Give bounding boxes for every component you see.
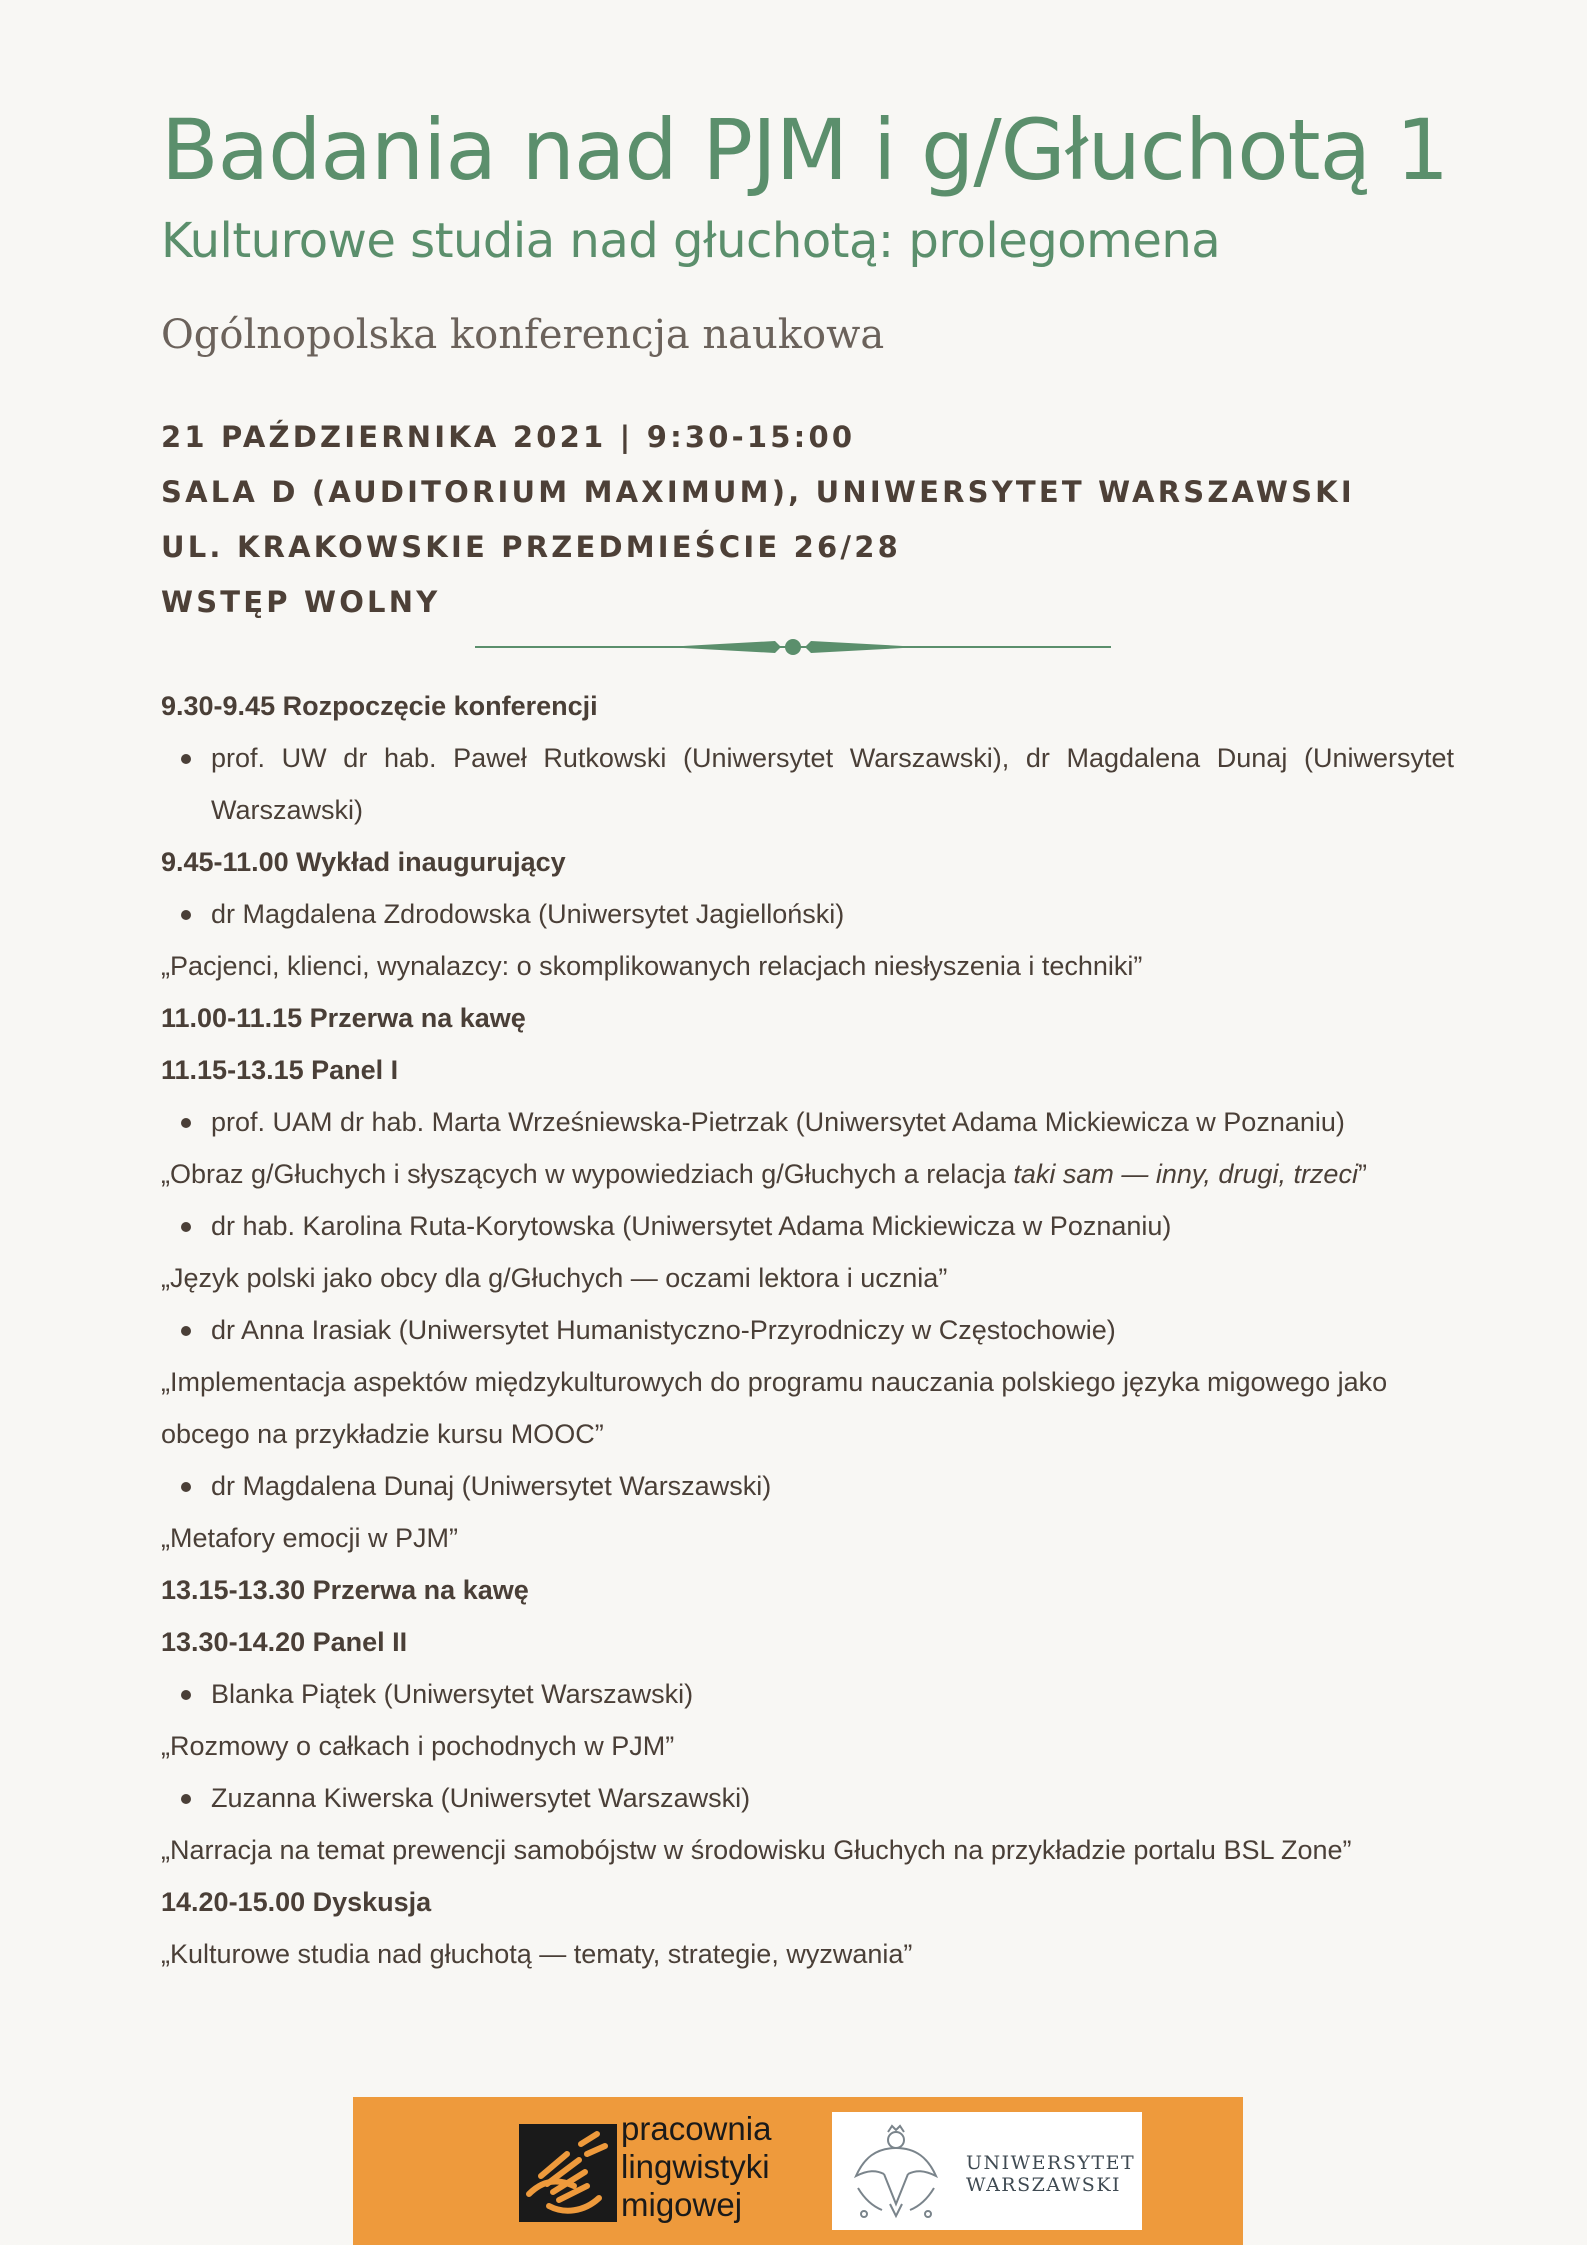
speaker-item: dr Magdalena Dunaj (Uniwersytet Warszawski) — [161, 1460, 1454, 1512]
talk-title: „Metafory emocji w PJM” — [161, 1523, 459, 1553]
signing-hands-icon — [519, 2124, 617, 2222]
uw-logo-line: UNIWERSYTET — [966, 2152, 1136, 2174]
speaker-item: prof. UAM dr hab. Marta Wrześniewska-Pietrzak (Uniwersytet Adama Mickiewicza w Poznaniu) — [161, 1096, 1454, 1148]
talk-title-part: ” — [1357, 1159, 1367, 1189]
talk-title-italic: taki sam — inny, drugi, trzeci — [1013, 1159, 1358, 1189]
speaker-item: dr hab. Karolina Ruta-Korytowska (Uniwersytet Adama Mickiewicza w Poznaniu) — [161, 1200, 1454, 1252]
schedule-heading: 13.30-14.20 Panel II — [161, 1627, 408, 1657]
talk-title: „Narracja na temat prewencji samobójstw w środowisku Głuchych na przykładzie portalu BSL Zone” — [161, 1835, 1352, 1865]
schedule-heading: 11.00-11.15 Przerwa na kawę — [161, 1003, 526, 1033]
plm-logo-line: pracownia — [621, 2110, 772, 2147]
uniwersytet-warszawski-logo — [832, 2112, 1142, 2230]
event-venue: SALA D (AUDITORIUM MAXIMUM), UNIWERSYTET WARSZAWSKI — [161, 475, 1355, 509]
talk-title: „Język polski jako obcy dla g/Głuchych — oczami lektora i ucznia” — [161, 1263, 948, 1293]
speaker-item: dr Anna Irasiak (Uniwersytet Humanistyczno-Przyrodniczy w Częstochowie) — [161, 1304, 1454, 1356]
eagle-emblem-icon — [846, 2118, 946, 2224]
schedule-heading: 11.15-13.15 Panel I — [161, 1055, 399, 1085]
uw-logo-line: WARSZAWSKI — [966, 2174, 1122, 2196]
event-address: UL. KRAKOWSKIE PRZEDMIEŚCIE 26/28 — [161, 530, 901, 564]
page-title: Badania nad PJM i g/Głuchotą 1 — [161, 101, 1449, 199]
speaker-item: prof. UW dr hab. Paweł Rutkowski (Uniwersytet Warszawski), dr Magdalena Dunaj (Uniwersytet Warszawski) — [161, 732, 1454, 836]
speaker-item: Blanka Piątek (Uniwersytet Warszawski) — [161, 1668, 1454, 1720]
event-info — [161, 410, 1355, 630]
schedule-heading: 14.20-15.00 Dyskusja — [161, 1887, 432, 1917]
speaker-item: dr Magdalena Zdrodowska (Uniwersytet Jagielloński) — [161, 888, 1454, 940]
plm-logo-text — [621, 2110, 771, 2224]
schedule-heading: 9.30-9.45 Rozpoczęcie konferencji — [161, 691, 598, 721]
talk-title: „Implementacja aspektów międzykulturowych do programu nauczania polskiego języka migowego jako obcego na przykładzie kursu MOOC” — [161, 1367, 1388, 1449]
talk-title: „Rozmowy o całkach i pochodnych w PJM” — [161, 1731, 675, 1761]
schedule-heading: 13.15-13.30 Przerwa na kawę — [161, 1575, 529, 1605]
talk-title — [161, 1148, 1454, 1200]
schedule-heading: 9.45-11.00 Wykład inaugurujący — [161, 847, 566, 877]
talk-title: „Pacjenci, klienci, wynalazcy: o skomplikowanych relacjach niesłyszenia i techniki” — [161, 951, 1143, 981]
speaker-item: Zuzanna Kiwerska (Uniwersytet Warszawski) — [161, 1772, 1454, 1824]
conference-type: Ogólnopolska konferencja naukowa — [161, 312, 885, 358]
ornament-divider — [475, 632, 1111, 662]
talk-title-part: „Obraz g/Głuchych i słyszących w wypowiedziach g/Głuchych a relacja — [161, 1159, 1014, 1189]
plm-logo-line: lingwistyki — [621, 2148, 770, 2185]
talk-title: „Kulturowe studia nad głuchotą — tematy, strategie, wyzwania” — [161, 1939, 913, 1969]
page-subtitle: Kulturowe studia nad głuchotą: prolegomena — [161, 213, 1221, 269]
pracownia-lingwistyki-migowej-logo — [519, 2110, 799, 2232]
event-entry: WSTĘP WOLNY — [161, 585, 441, 619]
event-date-time: 21 PAŹDZIERNIKA 2021 | 9:30-15:00 — [161, 420, 856, 454]
program-list — [161, 680, 1454, 1980]
plm-logo-line: migowej — [621, 2186, 743, 2223]
uw-logo-text — [966, 2152, 1135, 2196]
